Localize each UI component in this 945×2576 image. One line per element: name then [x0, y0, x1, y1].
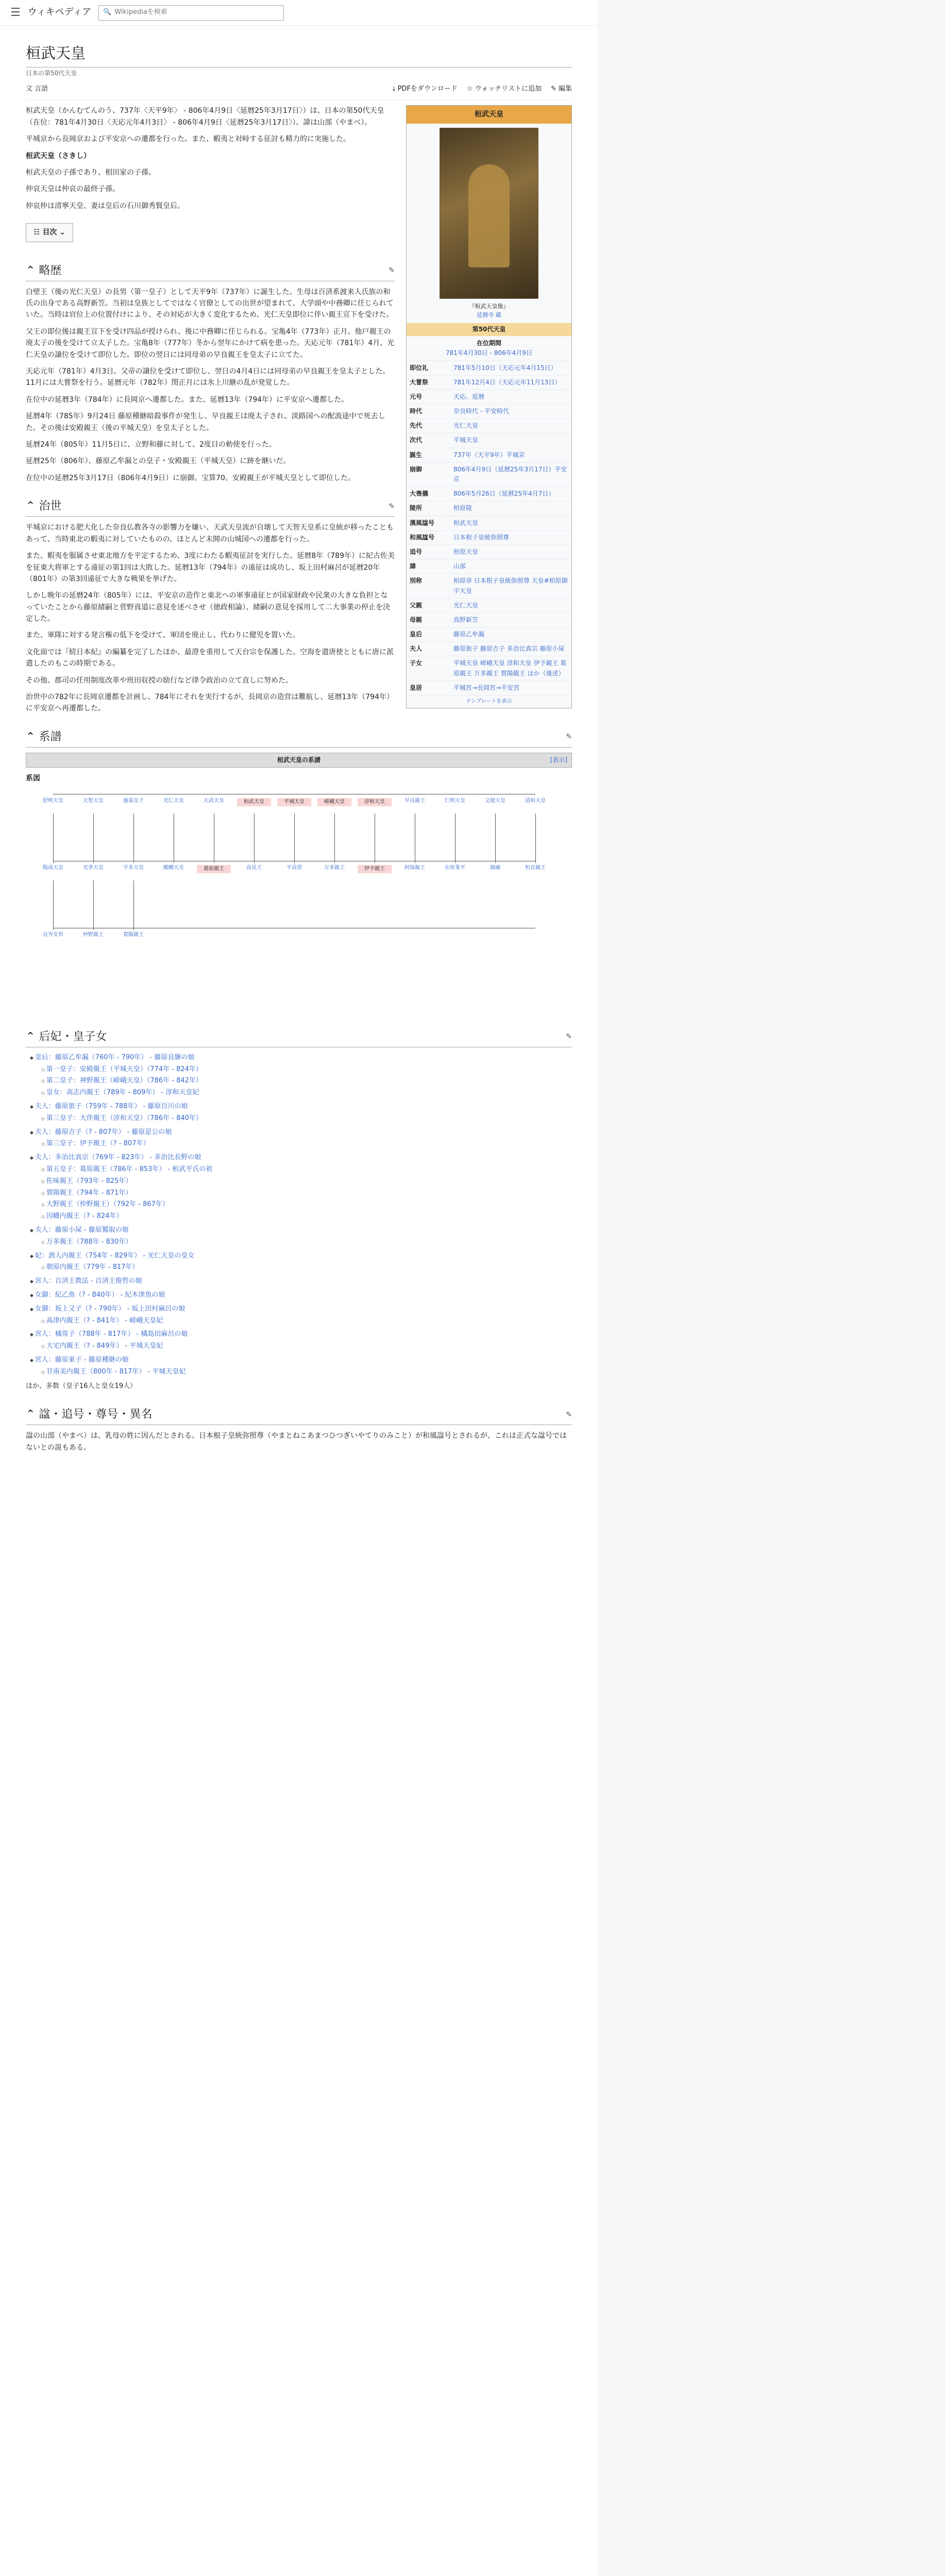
- genealogy-line: [535, 814, 536, 863]
- infobox-key: 皇居: [410, 684, 423, 691]
- genealogy-node[interactable]: 伊予親王: [358, 865, 392, 874]
- genealogy-node[interactable]: 桓武天皇: [237, 798, 271, 807]
- infobox-value[interactable]: 柏原陵: [453, 504, 472, 512]
- genealogy-node[interactable]: 淳和天皇: [358, 798, 392, 807]
- genealogy-line: [93, 880, 94, 930]
- spouse-item: [30, 1251, 572, 1274]
- genealogy-node[interactable]: 葛原親王: [197, 865, 231, 874]
- infobox-row: [407, 545, 571, 559]
- genealogy-node[interactable]: 舒明天皇: [43, 798, 63, 804]
- language-button[interactable]: 文 言語: [26, 84, 48, 93]
- search-input[interactable]: [98, 5, 284, 21]
- genealogy-node[interactable]: 高見王: [246, 865, 262, 871]
- infobox-key: 陵所: [410, 504, 423, 512]
- genealogy-node[interactable]: 陽成天皇: [43, 865, 63, 871]
- genealogy-node[interactable]: 良岑安世: [43, 931, 63, 938]
- infobox-key: 皇后: [410, 631, 423, 638]
- infobox-key: 大喪儀: [410, 490, 429, 498]
- infobox: [406, 105, 572, 708]
- infobox-title: 桓武天皇: [407, 106, 571, 123]
- infobox-key: 崩御: [410, 465, 423, 473]
- infobox-row: [407, 418, 571, 433]
- child-item[interactable]: ◇ 佐味親王（793年 - 825年）: [41, 1176, 572, 1187]
- edit-section-icon[interactable]: ✎: [566, 1032, 572, 1041]
- spouse-item: [30, 1153, 572, 1222]
- infobox-row: [407, 641, 571, 656]
- infobox-value[interactable]: 平城天皇 嵯峨天皇 淳和天皇 伊予親王 葛原親王 万多親王 賀陽親王 ほか（後述）: [453, 659, 567, 677]
- genealogy-node[interactable]: 平城天皇: [277, 798, 311, 807]
- child-item[interactable]: ◇ 第一皇子：安殿親王（平城天皇）（774年 - 824年）: [41, 1064, 572, 1075]
- genealogy-node[interactable]: 源融: [490, 865, 500, 871]
- infobox-key: 元号: [410, 393, 423, 400]
- infobox-subheader: 第50代天皇: [407, 323, 571, 336]
- intro-paragraph: 平城京から長岡京および平安京への遷都を行った。また、蝦夷と対峙する征討も精力的に実施した。: [26, 135, 350, 144]
- intro-paragraph: 仲哀天皇は仲哀の最終子孫。: [26, 185, 120, 194]
- genealogy-node[interactable]: 万多親王: [324, 865, 345, 871]
- spouse-name[interactable]: 妃：酒人内親王（754年 - 829年） - 光仁天皇の皇女: [35, 1251, 195, 1260]
- section-heading: ⌃ 諡・追号・尊号・異名 ✎: [26, 1405, 572, 1425]
- infobox-row: [407, 462, 571, 486]
- infobox-value[interactable]: 光仁天皇: [453, 422, 479, 430]
- spouse-item: [30, 1127, 572, 1150]
- section-paragraph: 延暦4年（785年）9月24日 藤原種継暗殺事件が発生し、早良親王は廃太子され、淡路国への配流途中で死去した。その後は安殿親王（後の平城天皇）を皇太子とした。: [26, 412, 385, 432]
- section-paragraph: 父王の即位後は親王宣下を受け四品が授けられ、後に中務卿に任じられる。宝亀4年（773年）正月、他戸親王の廃太子の後を受けて立太子した。宝亀8年（777年）冬から翌年にかけて病を患った。天応元年（781年）4月、光仁天皇の譲位を受けて即位した。即位の翌日には同母弟の早良親王を皇太子に立てた。: [26, 327, 395, 359]
- infobox-value[interactable]: 光仁天皇: [453, 601, 479, 609]
- child-item[interactable]: ◇ 甘南美内親王（800年 - 817年） - 平城天皇妃: [41, 1367, 572, 1378]
- child-item[interactable]: ◇ 第二皇子：神野親王（嵯峨天皇）（786年 - 842年）: [41, 1076, 572, 1087]
- genealogy-node[interactable]: 施基皇子: [123, 798, 144, 804]
- infobox-row: [407, 559, 571, 573]
- genealogy-node[interactable]: 天武天皇: [204, 798, 224, 804]
- section-paragraph: 諡の山部（やまべ）は、乳母の姓に因んだとされる。日本根子皇統弥照尊（やまとねこあまつひつぎいやてりのみこと）が和風諡号とされるが、これは正式な諡号ではないとの説もある。: [26, 1432, 567, 1452]
- intro-paragraph: 仲哀仲は清寧天皇、妻は皇后の石川御秀賢皇后。: [26, 201, 184, 210]
- infobox-row: [407, 361, 571, 375]
- genealogy-node[interactable]: 光孝天皇: [83, 865, 104, 871]
- template-link[interactable]: テンプレートを表示: [407, 695, 571, 708]
- infobox-key: 大嘗祭: [410, 378, 429, 386]
- article-page: [0, 26, 598, 2576]
- intro-paragraph: 桓武天皇（かんむてんのう、737年〈天平9年〉 - 806年4月9日〈延暦25年3月17日〉）は、日本の第50代天皇（在位：781年4月30日〈天応元年4月3日〉 - 806年4月9日〈延暦25年3月17日〉）。諱は山部（やまべ）。: [26, 107, 384, 127]
- child-item[interactable]: ◇ 第三皇子：大伴親王（淳和天皇）（786年 - 840年）: [41, 1113, 572, 1124]
- section-heading: ⌃ 略歴 ✎: [26, 262, 395, 281]
- section-paragraph: 治世中の782年に長岡京遷都を計画し、784年にそれを実行するが、長岡京の造営は難航し、延暦13年（794年）に平安京へ再遷都した。: [26, 693, 394, 713]
- infobox-row: [407, 656, 571, 680]
- article-toolbar: [26, 79, 572, 100]
- genealogy-node[interactable]: 在原業平: [445, 865, 465, 871]
- spouse-name[interactable]: 夫人：多治比真宗（769年 - 823年） - 多治比長野の娘: [35, 1154, 201, 1162]
- section-paragraph: 平城京における肥大化した奈良仏教各寺の影響力を嫌い、天武天皇流が自壊して天智天皇系に皇統が移ったこともあって、当時東北の蝦夷に対していたものの、ほとんど未開の山城国への遷都を行った。: [26, 523, 394, 544]
- edit-button[interactable]: ✎ 編集: [550, 84, 572, 93]
- edit-section-icon[interactable]: ✎: [566, 1410, 572, 1419]
- spouse-name[interactable]: 夫人：藤原旅子（759年 - 788年） - 藤原百川の娘: [35, 1102, 188, 1110]
- infobox-row: [407, 501, 571, 515]
- search-placeholder: Wikipediaを検索: [114, 8, 167, 16]
- infobox-row: [407, 516, 571, 530]
- genealogy-node[interactable]: 清和天皇: [525, 798, 546, 804]
- child-item[interactable]: ◇ 第五皇子：葛原親王（786年 - 853年） - 桓武平氏の祖: [41, 1164, 572, 1175]
- genealogy-node[interactable]: 恒貞親王: [525, 865, 546, 871]
- toc-button[interactable]: ☷ 目次 ⌄: [26, 223, 73, 242]
- intro-heading: 桓武天皇（さきし）: [26, 151, 91, 160]
- infobox-key: 母親: [410, 616, 423, 623]
- infobox-value[interactable]: 柏原天皇: [453, 548, 479, 555]
- genealogy-node[interactable]: 光仁天皇: [163, 798, 184, 804]
- spouse-name[interactable]: 宮人：百済王教法 - 百済王俊哲の娘: [35, 1277, 142, 1285]
- section-paragraph: 文化面では『続日本紀』の編纂を完了したほか、最澄を重用して天台宗を保護した。空海を遣唐使とともに唐に派遣したのもこの時期である。: [26, 648, 394, 668]
- child-item[interactable]: ◇ 大野親王（仲野親王）（792年 - 867年）: [41, 1199, 572, 1210]
- infobox-value[interactable]: 平城天皇: [453, 436, 479, 444]
- infobox-value[interactable]: 平城宮→長岡宮→平安宮: [453, 684, 520, 691]
- spouse-name[interactable]: 宮人：橘常子（788年 - 817年） - 橘島田麻呂の娘: [35, 1330, 188, 1338]
- spouse-name[interactable]: 宮人：藤原東子 - 藤原種継の娘: [35, 1355, 129, 1364]
- infobox-row: [407, 627, 571, 641]
- infobox-row: [407, 433, 571, 447]
- child-item[interactable]: ◇ 高津内親王（? - 841年） - 嵯峨天皇妃: [41, 1316, 572, 1327]
- child-item[interactable]: ◇ 皇女：高志内親王（789年 - 809年） - 淳和天皇妃: [41, 1088, 572, 1098]
- infobox-key: 誕生: [410, 451, 423, 459]
- infobox-key: 別称: [410, 577, 423, 585]
- infobox-row: [407, 404, 571, 418]
- infobox-value[interactable]: 高野新笠: [453, 616, 479, 623]
- infobox-key: 子女: [410, 659, 423, 667]
- infobox-value[interactable]: 奈良時代 - 平安時代: [453, 408, 509, 415]
- section-paragraph: しかし晩年の延暦24年（805年）には、平安京の造作と東北への軍事遠征とが国家財政や民衆の大きな負担となっていたことから藤原緒嗣と菅野真道に意見を述べさせ（徳政相論）、緒嗣の意見を採用して二大事業の停止を決定した。: [26, 591, 390, 623]
- infobox-row: [407, 375, 571, 389]
- infobox-row: [407, 530, 571, 545]
- edit-section-icon[interactable]: ✎: [566, 733, 572, 741]
- genealogy-line: [93, 814, 94, 863]
- genealogy-node[interactable]: 阿保親王: [404, 865, 425, 871]
- spouse-item: [30, 1225, 572, 1248]
- infobox-key: 和風諡号: [410, 533, 435, 541]
- genealogy-line: [334, 814, 335, 863]
- intro-paragraph: 桓武天皇の子孫であり、相田家の子孫。: [26, 168, 156, 177]
- site-header: [0, 0, 598, 26]
- genealogy-chart: [26, 788, 572, 1014]
- infobox-value[interactable]: 天応、延暦: [453, 393, 485, 400]
- watchlist-button[interactable]: ☆ ウォッチリストに追加: [466, 84, 542, 93]
- section-heading: ⌃ 后妃・皇子女 ✎: [26, 1028, 572, 1047]
- section-paragraph: また、蝦夷を服属させ東北地方を平定するため、3度にわたる蝦夷征討を実行した。延暦8年（789年）に紀古佐美を征東大将軍とする遠征の第1回は大敗した。延暦13年（794年）の遠征は成功し、坂上田村麻呂が延暦20年（801年）の第3回遠征で大きな戦果を挙げた。: [26, 552, 395, 583]
- genealogy-line: [495, 814, 496, 863]
- spouse-item: [30, 1304, 572, 1327]
- genealogy-node[interactable]: 嵯峨天皇: [317, 798, 351, 807]
- infobox-row: [407, 573, 571, 598]
- search-icon: 🔍: [103, 8, 112, 16]
- spouse-item: [30, 1329, 572, 1352]
- infobox-row: [407, 448, 571, 462]
- infobox-value[interactable]: 山部: [453, 563, 466, 570]
- section-paragraph: 白壁王（後の光仁天皇）の長男（第一皇子）として天平9年（737年）に誕生した。生母は百済系渡来人氏族の和氏の出身である高野新笠。当初は皇族としてではなく官僚としての出世が望まれて、大学頭や中務卿に任じられていた。当時は官位上の位置付けにより、その対応が大きく変化するため、光仁天皇即位に伴い親王宣下を受けた。: [26, 287, 394, 319]
- child-item[interactable]: ◇ 賀陽親王（794年 - 871年）: [41, 1188, 572, 1199]
- infobox-key: 漢風諡号: [410, 519, 435, 527]
- child-item[interactable]: ◇ 大宅内親王（? - 849年） - 平城天皇妃: [41, 1341, 572, 1352]
- genealogy-line: [254, 814, 255, 863]
- spouse-name[interactable]: 女御：坂上又子（? - 790年） - 坂上田村麻呂の娘: [35, 1304, 185, 1313]
- genealogy-line: [133, 880, 134, 930]
- genealogy-node[interactable]: 賀陽親王: [123, 931, 144, 938]
- section-paragraph: 天応元年（781年）4月3日、父帝の譲位を受けて即位し、翌日の4月4日には同母弟の早良親王を皇太子とした。11月には大嘗祭を行う。延暦元年（782年）閏正月には氷上川継の乱が発覚した。: [26, 367, 390, 387]
- infobox-key: 夫人: [410, 645, 423, 653]
- page-subtitle: 日本の第50代天皇: [26, 70, 77, 77]
- infobox-value[interactable]: 藤原乙牟漏: [453, 631, 485, 638]
- infobox-row: [407, 486, 571, 501]
- spouse-name[interactable]: 夫人：藤原吉子（? - 807年） - 藤原是公の娘: [35, 1128, 172, 1136]
- genealogy-line: [294, 814, 295, 863]
- genealogy-node[interactable]: 宇多天皇: [123, 865, 144, 871]
- infobox-value[interactable]: 日本根子皇統弥照尊: [453, 533, 510, 541]
- edit-section-icon[interactable]: ✎: [389, 502, 395, 511]
- infobox-value[interactable]: 藤原旅子 藤原吉子 多治比真宗 藤原小屎: [453, 645, 565, 653]
- infobox-key: 次代: [410, 436, 423, 444]
- infobox-value[interactable]: 桓武天皇: [453, 519, 479, 527]
- section-paragraph: 延暦25年（806年）、藤原乙牟漏との皇子・安殿親王（平城天皇）に跡を継いだ。: [26, 457, 291, 466]
- infobox-value[interactable]: 781年12月4日（天応元年11月13日）: [453, 378, 561, 386]
- navbox: 桓武天皇の系譜 [表示]: [26, 753, 572, 768]
- menu-icon[interactable]: ☰: [10, 6, 21, 19]
- infobox-value[interactable]: 737年（天平9年）平城京: [453, 451, 525, 459]
- spouse-item: [30, 1355, 572, 1378]
- genealogy-node[interactable]: 平高望: [286, 865, 302, 871]
- infobox-row: [407, 681, 571, 695]
- reign-period: 在位期間 781年4月30日 - 806年4月9日: [407, 336, 571, 360]
- genealogy-node[interactable]: 早良親王: [404, 798, 425, 804]
- infobox-row: [407, 598, 571, 613]
- spouse-name[interactable]: 夫人：藤原小屎 - 藤原鷲取の娘: [35, 1226, 129, 1234]
- child-item[interactable]: ◇ 第三皇子：伊予親王（? - 807年）: [41, 1139, 572, 1149]
- edit-section-icon[interactable]: ✎: [389, 266, 395, 275]
- genealogy-node[interactable]: 文徳天皇: [485, 798, 505, 804]
- spouse-item: [30, 1276, 572, 1287]
- navbox-toggle[interactable]: [表示]: [550, 756, 567, 764]
- genealogy-line: [53, 814, 54, 863]
- infobox-key: 即位礼: [410, 364, 429, 371]
- infobox-caption: 『桓武天皇像』 延暦寺 蔵: [469, 302, 509, 319]
- infobox-value[interactable]: 781年5月10日（天応元年4月15日）: [453, 364, 557, 371]
- child-item[interactable]: ◇ 朝原内親王（779年 - 817年）: [41, 1262, 572, 1273]
- page-title: 桓武天皇: [26, 41, 572, 67]
- infobox-row: [407, 389, 571, 404]
- genealogy-line: [53, 880, 54, 930]
- child-item[interactable]: ◇ 万多親王（788年 - 830年）: [41, 1237, 572, 1248]
- infobox-value[interactable]: 柏原帝 日本根子皇統弥照尊 天皇#柏原御宇天皇: [453, 577, 568, 595]
- section-paragraph: その他、郡司の任用制度改革や班田収授の励行など律令政治の立て直しに努めた。: [26, 676, 293, 685]
- infobox-key: 父親: [410, 601, 423, 609]
- site-logo[interactable]: ウィキペディア: [27, 7, 92, 18]
- section-paragraph: 在位中の延暦3年（784年）に長岡京へ遷都した。また、延暦13年（794年）に平安京へ遷都した。: [26, 395, 349, 404]
- infobox-value[interactable]: 806年4月9日（延暦25年3月17日）平安京: [453, 465, 567, 483]
- section-paragraph: また、軍隊に対する発言権の低下を受けて、軍団を廃止し、代わりに健児を置いた。: [26, 631, 300, 640]
- genealogy-label: 系図: [26, 774, 40, 783]
- spouse-item: [30, 1101, 572, 1124]
- section-paragraph: 在位中の延暦25年3月17日（806年4月9日）に崩御。宝算70。安殿親王が平城天皇として即位した。: [26, 473, 355, 482]
- section-paragraph: 延暦24年（805年）11月5日に、立野和藤に対して、2度目の勅使を行った。: [26, 440, 276, 449]
- section-heading: ⌃ 治世 ✎: [26, 497, 395, 517]
- infobox-row: [407, 613, 571, 627]
- genealogy-node[interactable]: 仁明天皇: [445, 798, 465, 804]
- infobox-value[interactable]: 806年5月26日（延暦25年4月7日）: [453, 490, 555, 498]
- spouse-item: [30, 1053, 572, 1098]
- portrait-image[interactable]: [440, 128, 538, 299]
- section-heading: ⌃ 系譜 ✎: [26, 728, 572, 748]
- genealogy-node[interactable]: 醍醐天皇: [163, 865, 184, 871]
- infobox-key: 時代: [410, 408, 423, 415]
- pdf-download-button[interactable]: ⤓ PDFをダウンロード: [392, 84, 458, 93]
- spouse-item: [30, 1290, 572, 1301]
- genealogy-node[interactable]: 天智天皇: [83, 798, 104, 804]
- genealogy-node[interactable]: 仲野親王: [83, 931, 104, 938]
- spouse-name[interactable]: 女御：紀乙魚（? - 840年） - 紀木津魚の娘: [35, 1291, 165, 1299]
- infobox-key: 先代: [410, 422, 423, 430]
- child-item[interactable]: ◇ 因幡内親王（? - 824年）: [41, 1211, 572, 1222]
- spouse-list: [26, 1053, 572, 1378]
- infobox-key: 追号: [410, 548, 423, 555]
- genealogy-line: [133, 814, 134, 863]
- spouse-name[interactable]: 皇后：藤原乙牟漏（760年 - 790年） - 藤原良継の娘: [35, 1053, 195, 1061]
- infobox-key: 諱: [410, 563, 416, 570]
- notes: ほか、多数（皇子16人と皇女19人）: [26, 1382, 137, 1391]
